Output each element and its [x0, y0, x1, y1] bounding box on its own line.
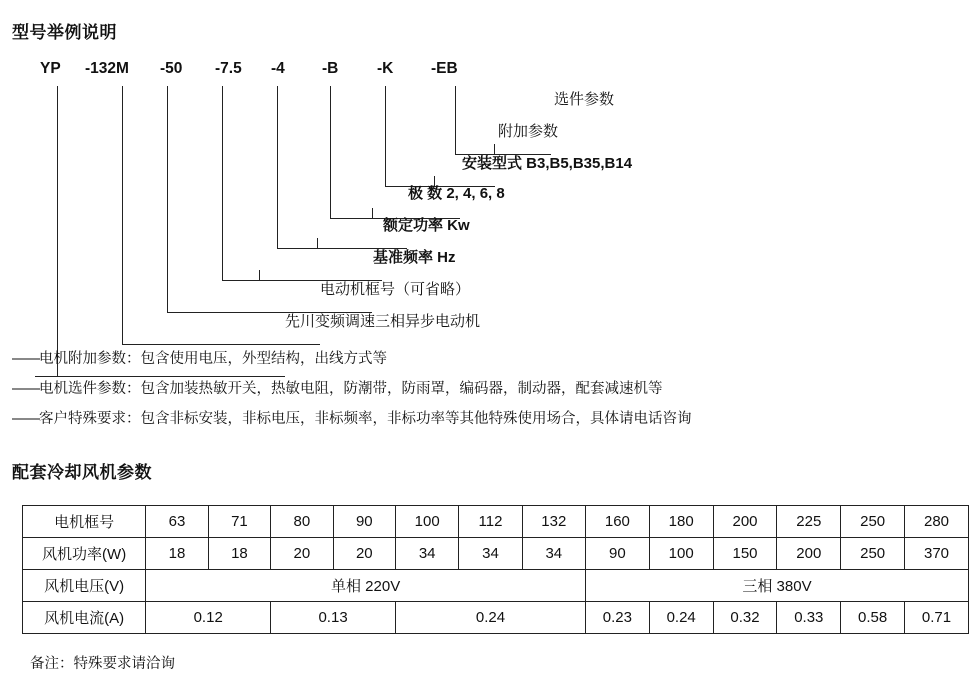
table-cell: 0.12: [146, 602, 271, 634]
table-cell: 18: [146, 538, 208, 570]
note-line: [12, 347, 387, 368]
table-cell: 0.33: [777, 602, 841, 634]
table-cell: 150: [713, 538, 777, 570]
row-header: 风机电压(V): [23, 570, 146, 602]
fan-parameter-table: [22, 505, 969, 634]
note-dash: ——: [12, 351, 39, 367]
table-cell: 200: [777, 538, 841, 570]
table-cell: 20: [271, 538, 333, 570]
table-cell: 63: [146, 506, 208, 538]
model-code-segment: YP: [40, 60, 61, 77]
page-title: 型号举例说明: [12, 23, 117, 42]
note-text: 客户特殊要求：包含非标安装，非标电压，非标频率，非标功率等其他特殊使用场合，具体请电话咨询: [39, 411, 692, 427]
model-code-segment: -B: [322, 60, 339, 77]
table-cell: 0.24: [396, 602, 586, 634]
table-cell: 0.13: [271, 602, 396, 634]
leader-line-vertical: [455, 86, 456, 154]
table-cell: 71: [208, 506, 270, 538]
note-text: 电机选件参数：包含加装热敏开关，热敏电阻，防潮带，防雨罩，编码器，制动器，配套减速机等: [39, 381, 663, 397]
table-cell: 180: [649, 506, 713, 538]
leader-line-vertical: [222, 86, 223, 280]
table-cell: 160: [585, 506, 649, 538]
table-cell: 132: [522, 506, 585, 538]
table-cell: 0.58: [841, 602, 905, 634]
table-cell: 34: [459, 538, 522, 570]
model-code-segment: -132M: [85, 60, 129, 77]
table-row: [23, 538, 969, 570]
table-cell: 200: [713, 506, 777, 538]
note-dash: ——: [12, 411, 39, 427]
leader-tick-vertical: [259, 270, 260, 281]
fan-parameter-table-wrapper: [22, 505, 969, 634]
leader-tick-vertical: [317, 238, 318, 249]
note-dash: ——: [12, 381, 39, 397]
table-cell: 370: [905, 538, 969, 570]
model-code-label: 附加参数: [498, 123, 559, 140]
row-header: 风机电流(A): [23, 602, 146, 634]
table-cell: 250: [841, 538, 905, 570]
table-cell: 34: [522, 538, 585, 570]
table-cell: 280: [905, 506, 969, 538]
table-cell: 0.23: [585, 602, 649, 634]
table-cell: 100: [396, 506, 459, 538]
model-code-segment: -50: [160, 60, 183, 77]
table-cell: 250: [841, 506, 905, 538]
leader-line-horizontal: [122, 344, 320, 345]
table-cell: 112: [459, 506, 522, 538]
model-code-label: 选件参数: [554, 91, 615, 108]
table-cell: 0.32: [713, 602, 777, 634]
table-row: [23, 506, 969, 538]
note-text: 电机附加参数：包含使用电压，外型结构，出线方式等: [39, 351, 387, 367]
table-cell: 18: [208, 538, 270, 570]
table-cell: 225: [777, 506, 841, 538]
model-code-segment: -EB: [431, 60, 458, 77]
note-line: [12, 407, 692, 428]
model-code-label: 基准频率 Hz: [373, 249, 456, 266]
model-code-label: 电动机框号（可省略）: [320, 281, 471, 298]
table-cell: 20: [333, 538, 395, 570]
model-code-row: [12, 60, 952, 84]
model-code-segment: -4: [271, 60, 285, 77]
model-code-label: 额定功率 Kw: [383, 217, 470, 234]
leader-line-vertical: [167, 86, 168, 312]
table-cell: 34: [396, 538, 459, 570]
table-row: [23, 602, 969, 634]
row-header: 电机框号: [23, 506, 146, 538]
row-header: 风机功率(W): [23, 538, 146, 570]
model-code-segment: -7.5: [215, 60, 242, 77]
table-remark: 备注：特殊要求请洽询: [30, 656, 175, 672]
leader-line-vertical: [57, 86, 58, 376]
leader-tick-vertical: [372, 208, 373, 219]
leader-line-vertical: [330, 86, 331, 218]
model-code-label: 极 数 2, 4, 6, 8: [408, 185, 505, 202]
table-cell: 100: [649, 538, 713, 570]
leader-line-vertical: [277, 86, 278, 248]
section-title-fan: 配套冷却风机参数: [12, 463, 152, 482]
leader-line-vertical: [122, 86, 123, 344]
model-code-label: 先川变频调速三相异步电动机: [285, 313, 481, 330]
table-cell: 90: [585, 538, 649, 570]
table-cell: 80: [271, 506, 333, 538]
table-cell: 0.71: [905, 602, 969, 634]
table-cell: 三相 380V: [585, 570, 968, 602]
leader-line-vertical: [385, 86, 386, 186]
note-line: [12, 377, 663, 398]
table-cell: 单相 220V: [146, 570, 586, 602]
table-cell: 90: [333, 506, 395, 538]
table-cell: 0.24: [649, 602, 713, 634]
model-code-label: 安装型式 B3,B5,B35,B14: [462, 155, 633, 172]
table-row: [23, 570, 969, 602]
model-code-segment: -K: [377, 60, 394, 77]
